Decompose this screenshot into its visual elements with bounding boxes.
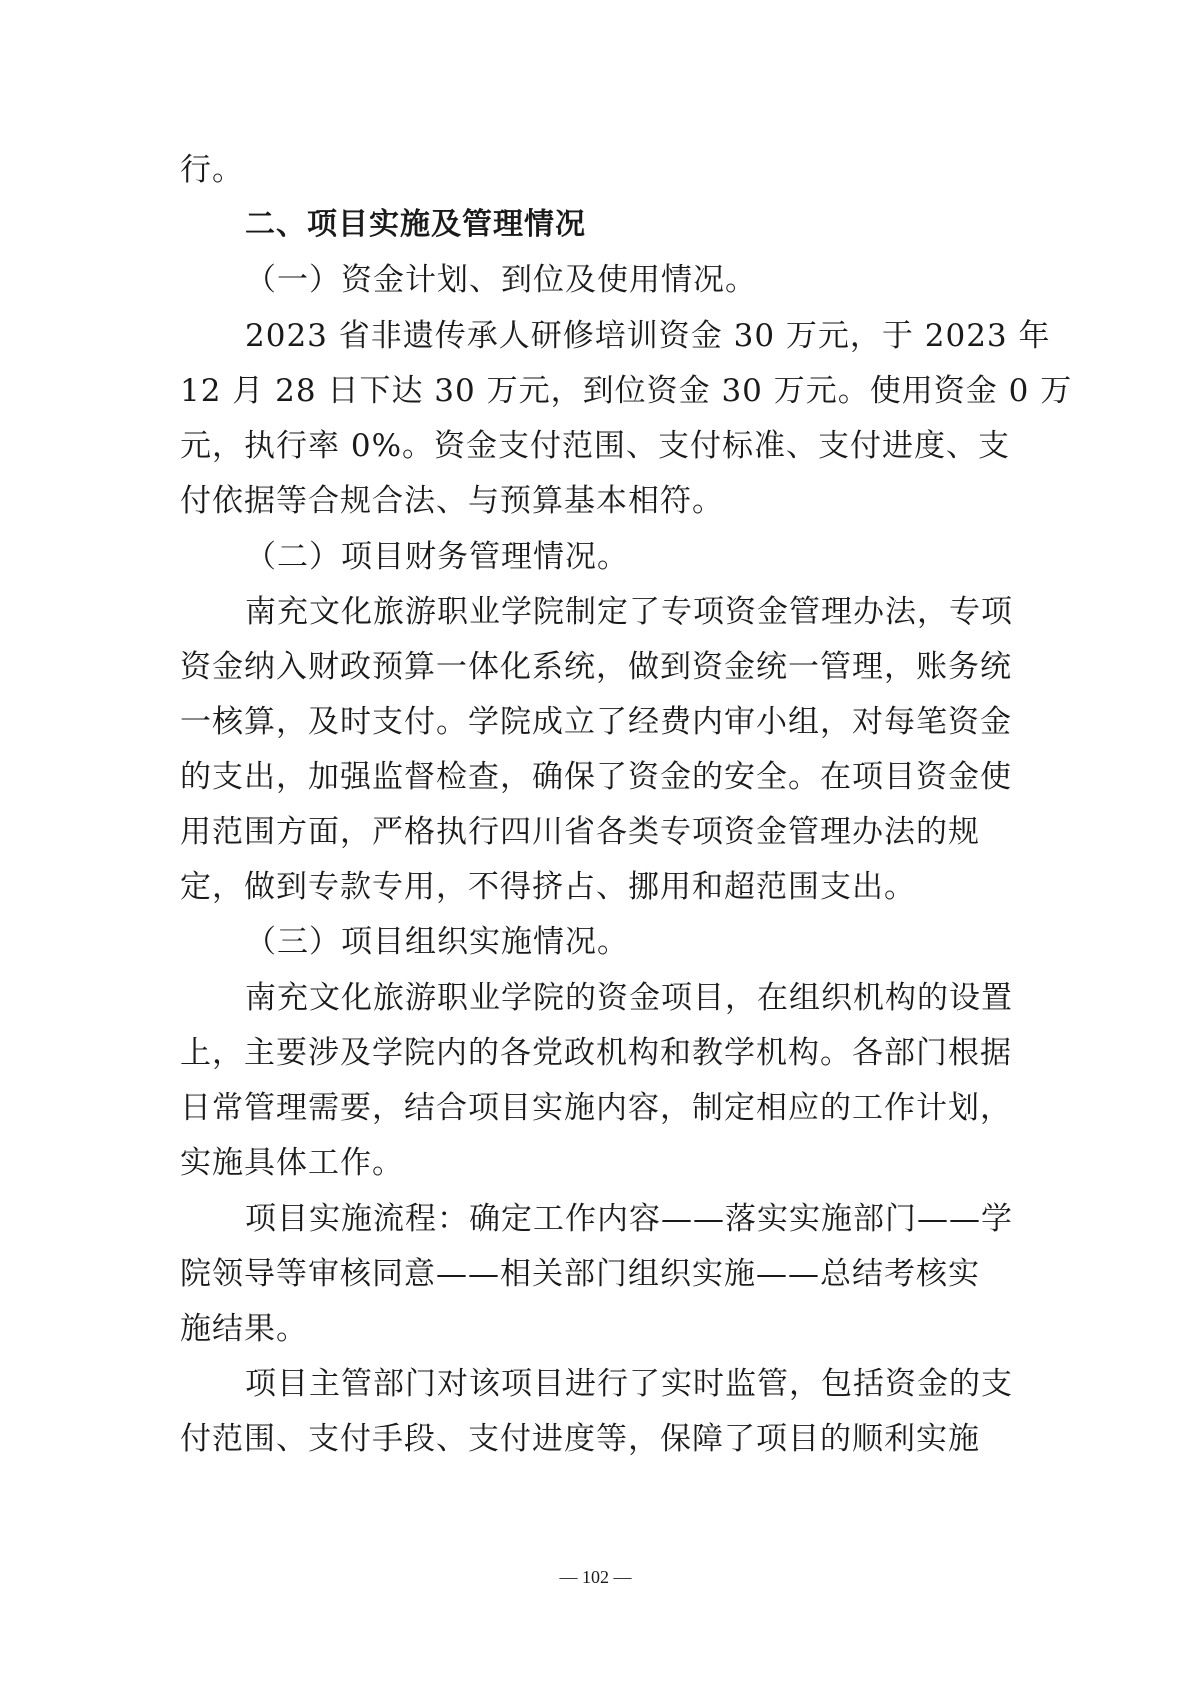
paragraph-line: 施结果。 xyxy=(180,1311,308,1347)
paragraph-line: 付范围、支付手段、支付进度等，保障了项目的顺利实施 xyxy=(180,1421,980,1457)
paragraph-line: 项目主管部门对该项目进行了实时监管，包括资金的支 xyxy=(245,1366,1013,1402)
paragraph-line: 付依据等合规合法、与预算基本相符。 xyxy=(180,483,724,519)
paragraph-line: 定，做到专款专用，不得挤占、挪用和超范围支出。 xyxy=(180,869,916,905)
paragraph-line: 上，主要涉及学院内的各党政机构和教学机构。各部门根据 xyxy=(180,1035,1012,1071)
paragraph-line: 用范围方面，严格执行四川省各类专项资金管理办法的规 xyxy=(180,814,980,850)
paragraph-line: 的支出，加强监督检查，确保了资金的安全。在项目资金使 xyxy=(180,759,1012,795)
paragraph-line: 日常管理需要，结合项目实施内容，制定相应的工作计划， xyxy=(180,1090,1012,1126)
paragraph-line: 资金纳入财政预算一体化系统，做到资金统一管理，账务统 xyxy=(180,649,1012,685)
paragraph-line: 项目实施流程：确定工作内容——落实实施部门——学 xyxy=(245,1201,1013,1237)
paragraph-line: 南充文化旅游职业学院制定了专项资金管理办法，专项 xyxy=(245,594,1013,630)
paragraph-line: 一核算，及时支付。学院成立了经费内审小组，对每笔资金 xyxy=(180,704,1012,740)
paragraph-line: 12 月 28 日下达 30 万元，到位资金 30 万元。使用资金 0 万 xyxy=(180,373,1073,409)
paragraph-line: 实施具体工作。 xyxy=(180,1145,404,1181)
paragraph-line: 南充文化旅游职业学院的资金项目，在组织机构的设置 xyxy=(245,980,1013,1016)
paragraph-line: 2023 省非遗传承人研修培训资金 30 万元，于 2023 年 xyxy=(245,318,1051,354)
subsection-heading: （三）项目组织实施情况。 xyxy=(245,924,629,960)
paragraph-line: 元，执行率 0%。资金支付范围、支付标准、支付进度、支 xyxy=(180,428,1011,464)
text-line: 行。 xyxy=(180,152,244,188)
subsection-heading: （二）项目财务管理情况。 xyxy=(245,539,629,575)
paragraph-line: 院领导等审核同意——相关部门组织实施——总结考核实 xyxy=(180,1256,980,1292)
page-number: — 102 — xyxy=(559,1567,632,1587)
section-heading: 二、项目实施及管理情况 xyxy=(245,207,586,242)
subsection-heading: （一）资金计划、到位及使用情况。 xyxy=(245,262,757,298)
